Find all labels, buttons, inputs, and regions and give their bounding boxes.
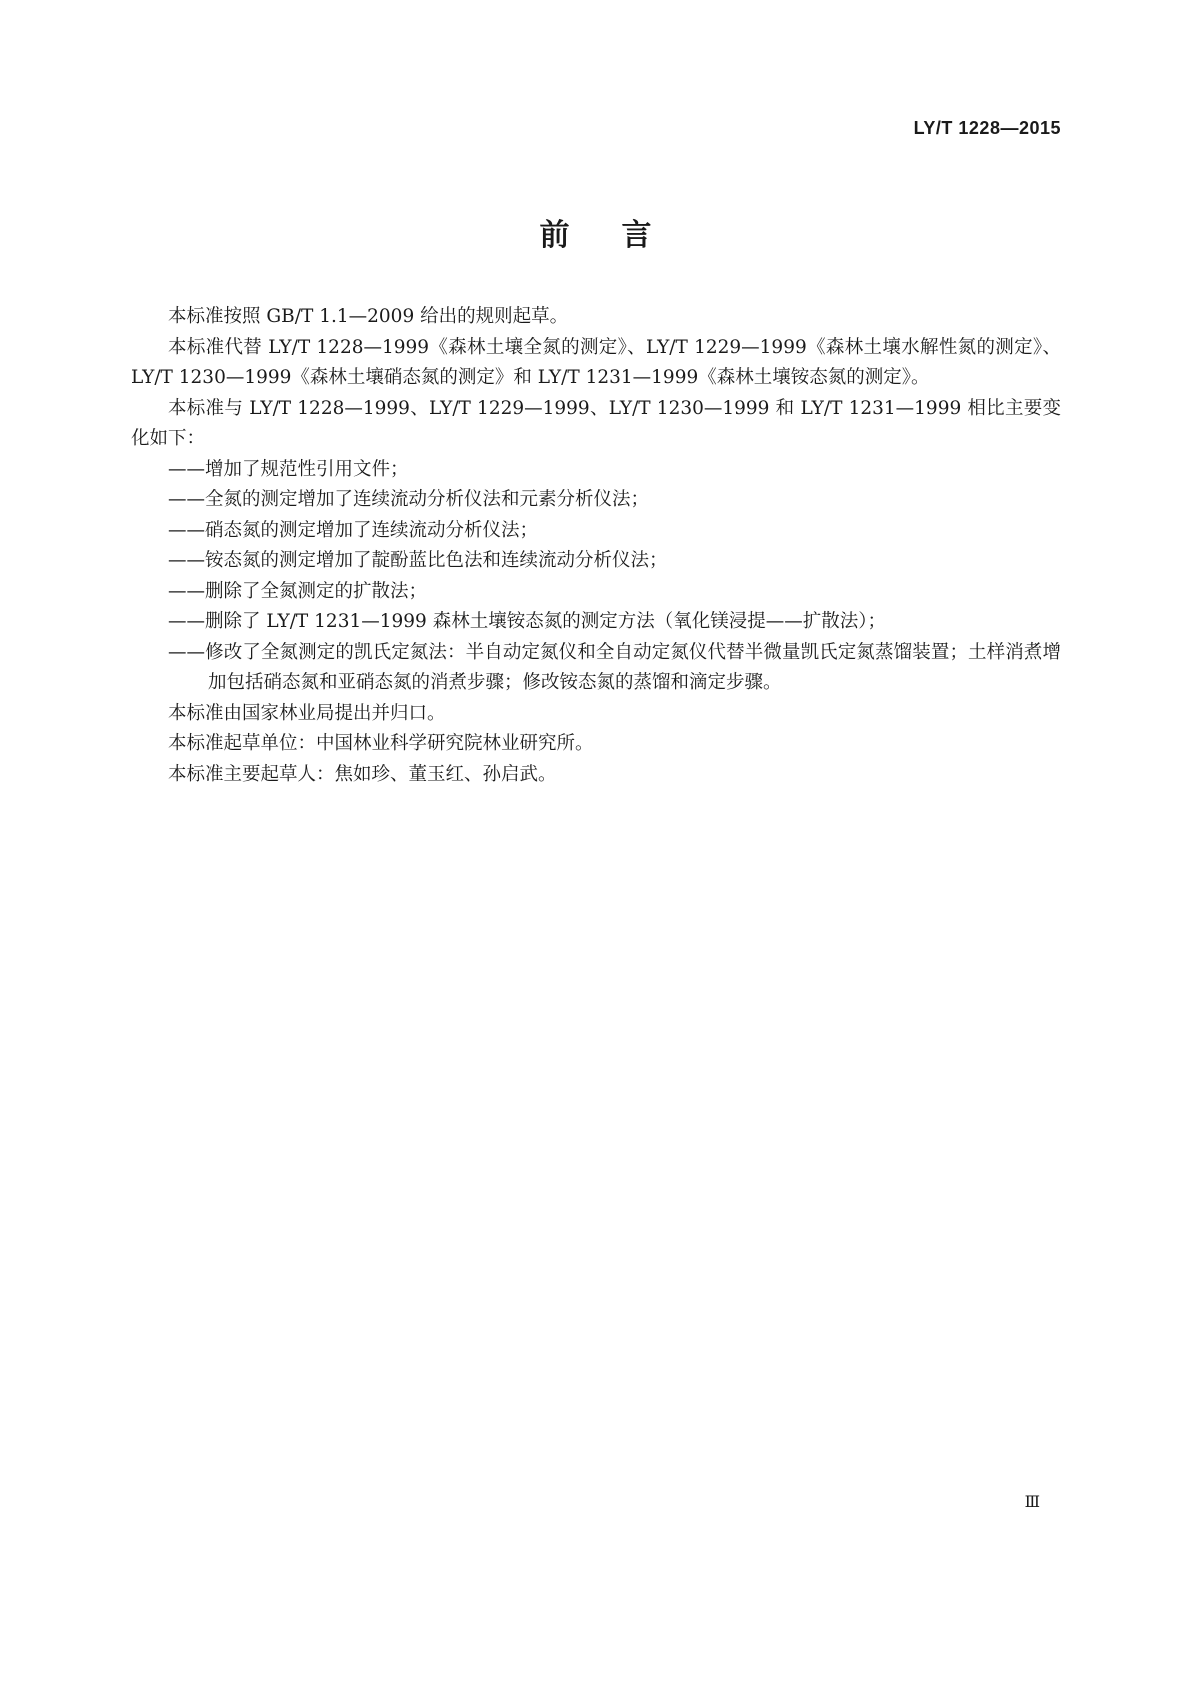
change-item: ——全氮的测定增加了连续流动分析仪法和元素分析仪法； [168, 489, 650, 510]
page-title: 前言 [539, 218, 704, 253]
paragraph-changes-intro: 本标准与 LY/T 1228—1999、LY/T 1229—1999、LY/T 1230—1999 和 LY/T 1231—1999 相比主要变化如下： [131, 397, 1061, 449]
page-number: Ⅲ [1024, 1492, 1040, 1511]
paragraph-drafters: 本标准主要起草人：焦如珍、董玉红、孙启武。 [168, 763, 557, 785]
change-item: ——修改了全氮测定的凯氏定氮法：半自动定氮仪和全自动定氮仪代替半微量凯氏定氮蒸馏装置；土样消煮增加包括硝态氮和亚硝态氮的消煮步骤；修改铵态氮的蒸馏和滴定步骤。 [168, 641, 1061, 693]
change-item: ——增加了规范性引用文件； [168, 458, 409, 480]
standard-code: LY/T 1228—2015 [913, 118, 1061, 138]
change-item: ——铵态氮的测定增加了靛酚蓝比色法和连续流动分析仪法； [168, 550, 668, 571]
paragraph-drafting-unit: 本标准起草单位：中国林业科学研究院林业研究所。 [168, 733, 594, 754]
paragraph-replaces: 本标准代替 LY/T 1228—1999《森林土壤全氮的测定》、LY/T 1229—1999《森林土壤水解性氮的测定》、LY/T 1230—1999《森林土壤硝态氮的测定》和 LY/T 1231—1999《森林土壤铵态氮的测定》。 [131, 336, 1061, 388]
change-item: ——硝态氮的测定增加了连续流动分析仪法； [168, 519, 539, 541]
change-item: ——删除了全氮测定的扩散法； [168, 580, 428, 602]
change-item: ——删除了 LY/T 1231—1999 森林土壤铵态氮的测定方法（氧化镁浸提——扩散法）； [168, 611, 886, 632]
paragraph-drafting-rules: 本标准按照 GB/T 1.1—2009 给出的规则起草。 [168, 306, 569, 327]
foreword-body [131, 302, 1061, 790]
paragraph-proposer: 本标准由国家林业局提出并归口。 [168, 702, 446, 724]
